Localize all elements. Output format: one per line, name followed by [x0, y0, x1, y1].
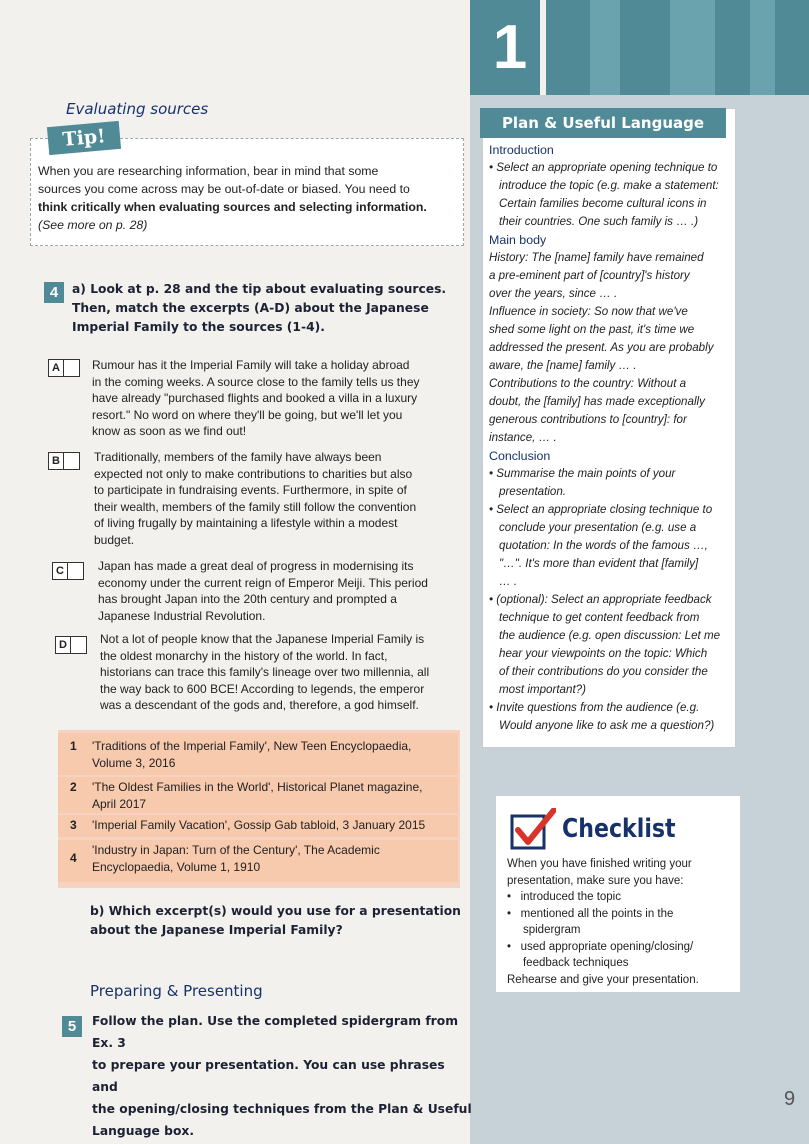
excerpt-line: know as soon as we find out!: [92, 424, 247, 438]
plan-line: • Select an appropriate closing technique to: [489, 503, 713, 516]
source-line: 'Industry in Japan: Turn of the Century', The Academic: [92, 843, 380, 857]
tip-line: sources you come across may be out-of-date or biased. You need to: [38, 182, 410, 196]
excerpt-line: the oldest monarchy in the history of the world. In fact,: [100, 648, 388, 663]
section-title-preparing: Preparing & Presenting: [90, 982, 263, 1000]
plan-line: introduce the topic (e.g. make a statement:: [499, 179, 719, 192]
tip-text: [38, 162, 450, 234]
excerpt-line: Japanese Industrial Revolution.: [98, 608, 266, 623]
instruction-line: b) Which excerpt(s) would you use for a presentation: [90, 904, 461, 918]
plan-line: presentation.: [499, 485, 567, 498]
checklist-item: • introduced the topic: [507, 891, 621, 903]
banner-stripe: [590, 0, 620, 95]
plan-line: "…". It's more than evident that [family]: [499, 557, 699, 570]
source-line: April 2017: [92, 797, 147, 811]
source-4: [58, 840, 458, 882]
plan-line: Certain families become cultural icons in: [499, 197, 707, 210]
exercise-4b-instruction: [90, 902, 470, 940]
plan-line: technique to get content feedback from: [499, 611, 700, 624]
excerpt-line: has brought Japan into the 20th century and prompted a: [98, 592, 397, 606]
plan-line: the audience (e.g. open discussion: Let me: [499, 629, 721, 642]
plan-line: conclude your presentation (e.g. use a: [499, 521, 697, 534]
checklist-line: Rehearse and give your presentation.: [507, 973, 699, 986]
checklist-content: [507, 856, 735, 988]
checklist-item: feedback techniques: [507, 957, 629, 969]
source-line: Volume 3, 2016: [92, 756, 176, 770]
excerpt-c-answer-box[interactable]: [52, 562, 84, 580]
banner-stripe: [750, 0, 775, 95]
excerpt-d-text: [100, 631, 460, 714]
plan-line: • Select an appropriate opening technique to: [489, 161, 718, 174]
plan-line: • (optional): Select an appropriate feedback: [489, 593, 712, 606]
plan-line: addressed the present. As you are probably: [489, 341, 714, 354]
excerpt-b-answer-box[interactable]: [48, 452, 80, 470]
plan-line: over the years, since … .: [489, 287, 618, 300]
excerpt-letter: B: [49, 453, 64, 469]
checklist-line: When you have finished writing your: [507, 858, 692, 870]
excerpt-letter: A: [49, 360, 64, 376]
plan-line: a pre-eminent part of [country]'s history: [489, 269, 690, 282]
excerpt-line: expected not only to make contributions to charities but also: [94, 466, 413, 481]
excerpt-line: Rumour has it the Imperial Family will take a holiday abroad: [92, 358, 410, 372]
plan-line: shed some light on the past, it's time we: [489, 323, 695, 336]
banner-stripe: [670, 0, 715, 95]
excerpt-line: in the coming weeks. A source close to the family tells us they: [92, 374, 420, 389]
excerpt-a-text: [92, 357, 454, 440]
tip-line: think critically when evaluating sources and selecting information.: [38, 200, 427, 214]
plan-line: generous contributions to [country]: for: [489, 413, 687, 426]
unit-number: 1: [492, 13, 528, 82]
plan-line: of their contributions do you consider the: [499, 665, 708, 678]
source-line: 'The Oldest Families in the World', Historical Planet magazine,: [92, 780, 423, 794]
excerpt-line: to participate in fundraising events. Furthermore, in spite of: [94, 483, 407, 497]
instruction-line: the opening/closing techniques from the Plan & Useful: [92, 1102, 472, 1116]
section-title-evaluating: Evaluating sources: [66, 100, 209, 118]
source-line: 'Imperial Family Vacation', Gossip Gab tabloid, 3 January 2015: [92, 818, 426, 832]
checklist-item: • used appropriate opening/closing/: [507, 940, 694, 953]
instruction-line: Language box.: [92, 1124, 195, 1138]
excerpt-c-text: [98, 558, 460, 624]
exercise-5-instruction: [92, 1010, 472, 1142]
excerpt-line: historians can trace this family's lineage over two millennia, all: [100, 665, 430, 679]
source-line: Encyclopaedia, Volume 1, 1910: [92, 860, 261, 874]
plan-line: • Invite questions from the audience (e.g.: [489, 701, 700, 714]
plan-line: doubt, the [family] has made exceptionally: [489, 395, 705, 408]
excerpt-line: economy under the current reign of Emperor Meiji. This period: [98, 575, 428, 590]
excerpt-a-answer-box[interactable]: [48, 359, 80, 377]
plan-line: … .: [499, 575, 518, 588]
excerpt-line: Traditionally, members of the family have always been: [94, 450, 382, 464]
excerpt-line: budget.: [94, 532, 135, 547]
exercise-5-badge: 5: [62, 1016, 82, 1037]
checklist-title: Checklist: [562, 814, 676, 844]
exercise-4-badge: 4: [44, 282, 64, 303]
checkbox-tick-icon: [510, 808, 556, 850]
excerpt-letter: C: [53, 563, 68, 579]
tip-badge: Tip!: [47, 121, 121, 155]
page-number: 9: [784, 1088, 796, 1110]
excerpt-line: resort." No word on where they'll be going, but we'll let you: [92, 407, 403, 422]
plan-line: instance, … .: [489, 431, 557, 444]
instruction-line: Follow the plan. Use the completed spidergram from Ex. 3: [92, 1014, 459, 1050]
plan-line: hear your viewpoints on the topic: Which: [499, 647, 708, 660]
excerpt-letter: D: [56, 637, 71, 653]
source-number: 3: [70, 818, 77, 832]
excerpt-line: Japan has made a great deal of progress in modernising its: [98, 559, 414, 573]
plan-line: • Summarise the main points of your: [489, 467, 676, 480]
source-1: [58, 733, 458, 775]
tip-line: When you are researching information, bear in mind that some: [38, 164, 379, 178]
plan-intro-heading: Introduction: [489, 143, 554, 157]
excerpt-b-text: [94, 449, 456, 548]
exercise-4a-instruction: [72, 280, 452, 337]
checklist-item: • mentioned all the points in the: [507, 907, 674, 920]
excerpt-line: the way back to 600 BCE! According to legends, the emperor: [100, 681, 425, 696]
tip-line: (See more on p. 28): [38, 218, 148, 232]
plan-line: Contributions to the country: Without a: [489, 377, 687, 390]
unit-divider: [540, 0, 546, 95]
instruction-line: about the Japanese Imperial Family?: [90, 923, 343, 937]
checklist-line: presentation, make sure you have:: [507, 874, 684, 887]
excerpt-d-answer-box[interactable]: [55, 636, 87, 654]
excerpt-line: have already "purchased flights and booked a villa in a luxury: [92, 391, 418, 405]
plan-line: most important?): [499, 683, 586, 696]
checklist-item: spidergram: [507, 924, 581, 936]
source-number: 4: [70, 851, 77, 865]
source-number: 1: [70, 739, 77, 753]
excerpt-line: of living frugally by maintaining a lifestyle within a modest: [94, 516, 398, 530]
plan-content: [489, 141, 731, 735]
instruction-line: to prepare your presentation. You can use phrases and: [92, 1058, 445, 1094]
source-3: [58, 815, 458, 837]
plan-main-heading: Main body: [489, 233, 547, 247]
source-2: [58, 777, 458, 813]
plan-line: Would anyone like to ask me a question?): [499, 719, 715, 732]
instruction-line: Imperial Family to the sources (1-4).: [72, 320, 325, 334]
excerpt-line: was a descendant of the gods and, therefore, a god himself.: [100, 698, 419, 712]
plan-line: Influence in society: So now that we've: [489, 305, 688, 318]
plan-conclusion-heading: Conclusion: [489, 449, 551, 463]
instruction-line: a) Look at p. 28 and the tip about evaluating sources.: [72, 282, 447, 296]
plan-line: quotation: In the words of the famous …,: [499, 539, 708, 552]
instruction-line: Then, match the excerpts (A-D) about the Japanese: [72, 301, 429, 315]
plan-header: Plan & Useful Language: [480, 108, 726, 138]
excerpt-line: their wealth, members of the family still follow the convention: [94, 499, 417, 514]
plan-line: their countries. One such family is … .): [499, 215, 699, 228]
plan-line: History: The [name] family have remained: [489, 251, 704, 264]
source-line: 'Traditions of the Imperial Family', New Teen Encyclopaedia,: [92, 739, 412, 753]
plan-line: aware, the [name] family … .: [489, 359, 637, 372]
source-number: 2: [70, 780, 77, 794]
excerpt-line: Not a lot of people know that the Japanese Imperial Family is: [100, 632, 425, 646]
